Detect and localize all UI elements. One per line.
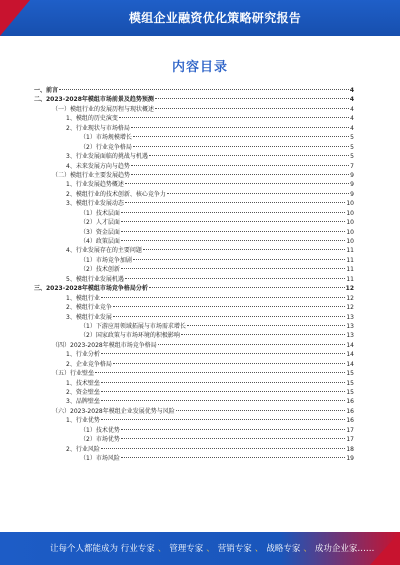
toc-leader-dots	[149, 287, 345, 288]
toc-entry-page: 15	[346, 389, 354, 396]
toc-entry[interactable]	[34, 407, 354, 416]
toc-leader-dots	[125, 202, 346, 203]
toc-leader-dots	[59, 89, 349, 90]
footer-role: 战略专家	[266, 544, 301, 554]
brand-logo-shape	[0, 0, 30, 36]
toc-entry-title: 1、模组的历史演变	[66, 115, 118, 123]
toc-leader-dots	[121, 221, 346, 222]
toc-entry-title: 3、模组行业发展	[66, 313, 112, 321]
footer-role: 管理专家	[169, 544, 204, 554]
toc-entry-title: （4）政策层面	[80, 238, 120, 245]
footer-separator: 、	[157, 544, 167, 554]
toc-entry[interactable]	[34, 86, 354, 95]
toc-entry-page: 9	[350, 171, 354, 179]
toc-entry-title: 4、行业发展存在的主要问题	[66, 247, 142, 255]
toc-entry-title: （二）模组行业主要发展趋势	[52, 171, 131, 179]
toc-entry-page: 11	[346, 247, 354, 255]
toc-leader-dots	[133, 136, 349, 137]
toc-entry[interactable]	[34, 360, 354, 369]
toc-leader-dots	[187, 325, 346, 326]
toc-entry-title: 2、模组行业竞争	[66, 304, 112, 312]
toc-entry-title: （2）市场优势	[80, 436, 120, 444]
toc-entry-title: 3、行业发展面临的挑战与机遇	[66, 153, 148, 161]
toc-entry-title: 一、前言	[34, 87, 59, 94]
toc-entry-page: 5	[350, 134, 354, 142]
footer-slogan	[50, 542, 374, 554]
toc-entry-page: 13	[346, 313, 354, 321]
toc-entry-title: （六）2023-2028年模组企业发展优势与风险	[52, 407, 175, 415]
toc-entry-title: 2、行业现状与市场格局	[66, 124, 130, 132]
footer-separator: 、	[254, 544, 264, 554]
toc-entry-title: （2）行业竞争格局	[80, 143, 132, 151]
toc-leader-dots	[113, 316, 346, 317]
toc-leader-dots	[101, 382, 346, 383]
toc-entry-title: （1）技术优势	[80, 426, 120, 434]
toc-entry-title: （3）资金层面	[80, 228, 120, 236]
toc-entry-page: 10	[346, 238, 354, 245]
toc-entry-page: 12	[345, 285, 354, 293]
toc-entry-page: 10	[346, 200, 354, 208]
toc-entry-page: 4	[350, 105, 354, 113]
toc-entry[interactable]	[34, 379, 354, 388]
toc-entry-title: 1、行业优势	[66, 417, 100, 425]
toc-leader-dots	[176, 410, 346, 411]
toc-entry[interactable]	[34, 114, 354, 123]
toc-entry-title: 三、2023-2028年模组市场竞争格局分析	[34, 285, 148, 293]
toc-entry-page: 9	[350, 181, 354, 189]
toc-entry[interactable]	[34, 397, 354, 406]
toc-entry-page: 14	[346, 341, 354, 349]
footer-accent-shape	[370, 532, 400, 565]
toc-entry[interactable]	[34, 143, 354, 152]
toc-leader-dots	[121, 438, 346, 439]
toc-entry-title: 2、资金壁垒	[66, 389, 100, 396]
toc-entry[interactable]	[34, 190, 354, 199]
toc-leader-dots	[101, 297, 346, 298]
footer-banner	[0, 532, 400, 565]
toc-entry[interactable]	[34, 246, 354, 255]
toc-leader-dots	[155, 108, 349, 109]
toc-heading: 内容目录	[171, 60, 228, 75]
toc-entry-page: 10	[346, 228, 354, 236]
toc-entry[interactable]	[34, 322, 354, 331]
toc-entry-page: 4	[349, 96, 354, 104]
toc-entry-page: 16	[346, 407, 354, 415]
toc-entry-page: 11	[346, 266, 354, 274]
toc-entry[interactable]	[34, 152, 354, 161]
toc-entry-page: 12	[346, 304, 354, 312]
toc-entry[interactable]	[34, 199, 354, 208]
toc-leader-dots	[101, 353, 346, 354]
toc-entry-page: 15	[346, 379, 354, 387]
toc-leader-dots	[125, 278, 346, 279]
report-header	[0, 0, 400, 36]
toc-entry[interactable]	[34, 237, 354, 246]
toc-entry[interactable]	[34, 275, 354, 284]
toc-leader-dots	[95, 372, 345, 373]
toc-entry[interactable]	[34, 124, 354, 133]
toc-entry-title: 2、企业竞争格局	[66, 360, 112, 368]
footer-roles	[121, 544, 375, 554]
toc-entry-page: 10	[346, 209, 354, 217]
toc-leader-dots	[119, 117, 349, 118]
footer-separator: 、	[206, 544, 215, 554]
toc-entry[interactable]	[34, 313, 354, 322]
footer-role: 成功企业家……	[314, 544, 375, 554]
toc-entry-title: 1、行业发展趋势概述	[66, 181, 124, 189]
toc-leader-dots	[133, 146, 349, 147]
toc-entry-page: 16	[346, 398, 354, 406]
toc-entry-page: 14	[346, 360, 354, 368]
toc-entry-page: 17	[346, 436, 354, 444]
toc-entry[interactable]	[34, 209, 354, 218]
toc-leader-dots	[158, 344, 346, 345]
toc-entry-page: 9	[350, 190, 354, 198]
toc-entry-title: 1、技术壁垒	[66, 379, 100, 387]
toc-entry[interactable]	[34, 284, 354, 293]
toc-entry[interactable]	[34, 171, 354, 180]
toc-entry-page: 13	[346, 332, 354, 340]
footer-separator: 、	[303, 544, 312, 554]
toc-entry-title: 2、行业风险	[66, 445, 100, 453]
toc-entry[interactable]	[34, 256, 354, 265]
toc-entry[interactable]	[34, 228, 354, 237]
toc-entry-page: 5	[350, 143, 354, 151]
toc-entry-title: （1）市场规模增长	[80, 134, 132, 142]
toc-entry-page: 18	[346, 445, 354, 453]
toc-entry-page: 13	[346, 322, 354, 330]
table-of-contents	[34, 86, 354, 464]
footer-lead: 让每个人都能成为	[50, 544, 119, 554]
toc-entry-title: （2）国家政策与市场环境的积极影响	[80, 332, 180, 340]
toc-entry-title: （1）下游应用领域拓展与市场需求增长	[80, 322, 186, 330]
toc-leader-dots	[121, 212, 346, 213]
toc-entry[interactable]	[34, 369, 354, 378]
report-title: 模组企业融资优化策略研究报告	[128, 11, 302, 25]
toc-entry-title: （1）技术层面	[80, 209, 120, 217]
toc-entry-title: 2、模组行业的技术创新、核心竞争力	[66, 190, 166, 198]
toc-entry-title: （一）模组行业的发展历程与现状概述	[52, 105, 155, 113]
toc-entry[interactable]	[34, 180, 354, 189]
toc-entry[interactable]	[34, 331, 354, 340]
toc-entry-page: 7	[350, 162, 354, 170]
toc-leader-dots	[125, 183, 349, 184]
toc-leader-dots	[101, 400, 346, 401]
toc-entry[interactable]	[34, 218, 354, 227]
toc-entry-title: （2）人才层面	[80, 219, 120, 227]
toc-entry-title: 1、模组行业	[66, 294, 100, 302]
toc-entry-title: （1）市场竞争加剧	[80, 256, 132, 264]
toc-leader-dots	[167, 193, 349, 194]
toc-entry-title: （1）市场风险	[80, 455, 120, 463]
toc-leader-dots	[121, 268, 346, 269]
toc-leader-dots	[113, 363, 346, 364]
toc-entry[interactable]	[34, 105, 354, 114]
toc-leader-dots	[121, 240, 346, 241]
toc-entry[interactable]	[34, 445, 354, 454]
toc-entry[interactable]	[34, 426, 354, 435]
toc-leader-dots	[155, 98, 349, 99]
toc-entry[interactable]	[34, 350, 354, 359]
toc-leader-dots	[133, 259, 346, 260]
toc-entry-title: 二、2023-2028年模组市场前景及趋势预测	[34, 96, 154, 104]
toc-entry-title: 3、模组行业发展动态	[66, 200, 124, 208]
toc-leader-dots	[149, 155, 349, 156]
toc-leader-dots	[101, 391, 346, 392]
toc-entry-page: 11	[346, 275, 354, 283]
toc-entry-page: 4	[350, 124, 354, 132]
toc-entry-page: 17	[346, 426, 354, 434]
toc-entry[interactable]	[34, 95, 354, 104]
toc-entry-title: 3、品牌壁垒	[66, 398, 100, 406]
toc-leader-dots	[113, 306, 346, 307]
toc-leader-dots	[143, 249, 346, 250]
toc-entry[interactable]	[34, 265, 354, 274]
toc-entry[interactable]	[34, 303, 354, 312]
footer-role: 营销专家	[217, 544, 252, 554]
toc-entry[interactable]	[34, 388, 354, 397]
toc-entry-title: 4、未来发展方向与趋势	[66, 162, 130, 170]
toc-entry[interactable]	[34, 416, 354, 425]
toc-entry-page: 12	[346, 294, 354, 302]
toc-entry-title: 5、模组行业发展机遇	[66, 275, 124, 283]
toc-entry-title: （五）行业壁垒	[52, 370, 95, 378]
toc-leader-dots	[121, 231, 346, 232]
footer-role: 行业专家	[120, 544, 155, 554]
toc-entry-page: 5	[350, 153, 354, 161]
toc-leader-dots	[131, 165, 349, 166]
toc-entry-page: 10	[346, 219, 354, 227]
toc-entry[interactable]	[34, 162, 354, 171]
toc-entry[interactable]	[34, 454, 354, 463]
toc-leader-dots	[121, 457, 346, 458]
toc-entry[interactable]	[34, 341, 354, 350]
toc-entry-page: 14	[346, 351, 354, 359]
toc-leader-dots	[181, 334, 346, 335]
toc-entry-page: 4	[350, 115, 354, 123]
toc-entry-title: （2）技术创新	[80, 266, 120, 274]
toc-leader-dots	[131, 127, 349, 128]
toc-entry-page: 19	[346, 455, 354, 463]
toc-entry-title: （四）2023-2028年模组市场竞争格局	[52, 341, 157, 349]
toc-leader-dots	[101, 448, 346, 449]
toc-entry-title: 1、行业分析	[66, 351, 100, 359]
toc-entry[interactable]	[34, 435, 354, 444]
toc-leader-dots	[121, 429, 346, 430]
toc-leader-dots	[101, 419, 346, 420]
toc-entry-page: 4	[349, 87, 354, 94]
toc-entry[interactable]	[34, 294, 354, 303]
toc-entry[interactable]	[34, 133, 354, 142]
toc-entry-page: 11	[346, 256, 354, 264]
toc-leader-dots	[131, 174, 349, 175]
toc-entry-page: 15	[346, 370, 354, 378]
toc-entry-page: 16	[346, 417, 354, 425]
